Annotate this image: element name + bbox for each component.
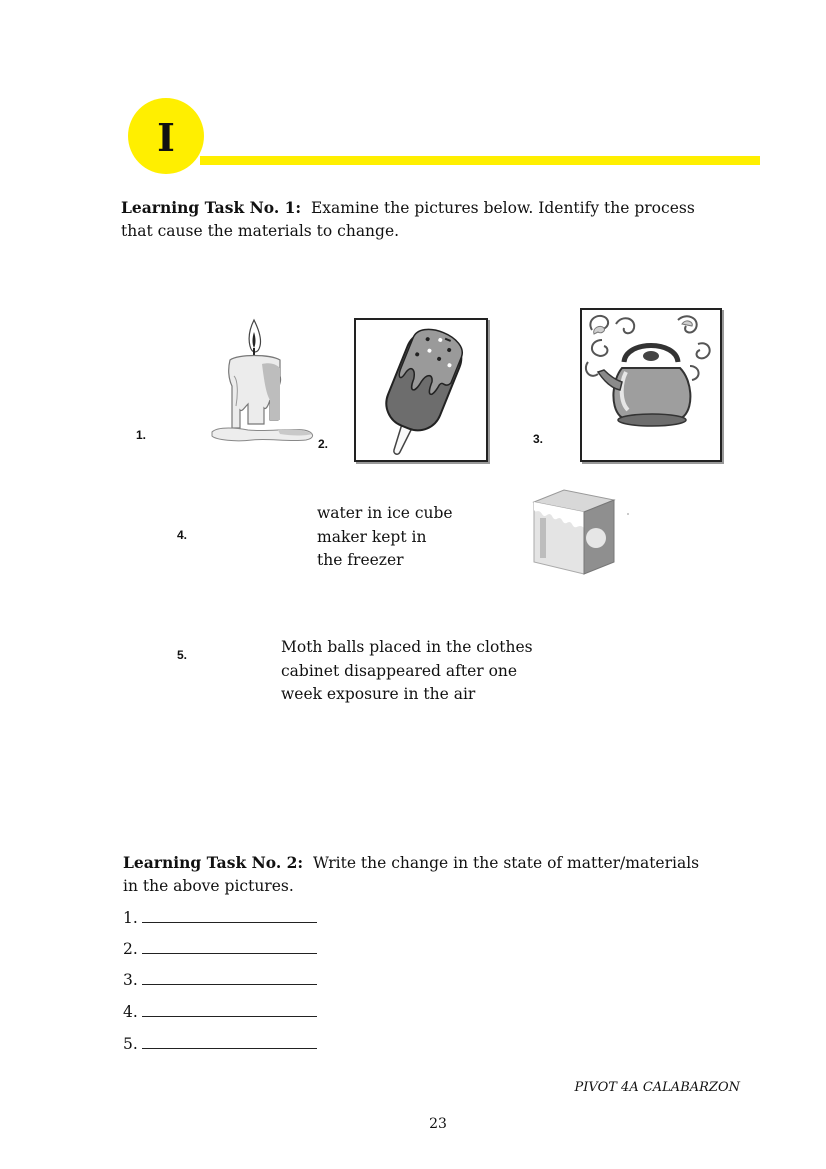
task1-paragraph — [121, 196, 741, 243]
item-1-number: 1. — [136, 428, 147, 442]
answer-blank[interactable] — [142, 939, 317, 954]
task1-text-line2: that cause the materials to change. — [121, 222, 400, 240]
task1-text-line1: Examine the pictures below. Identify the process — [310, 199, 695, 217]
item-5-desc-line: Moth balls placed in the clothes — [281, 638, 533, 656]
task2-title: Learning Task No. 2: — [123, 853, 304, 872]
task2-paragraph — [123, 851, 743, 898]
answer-blank[interactable] — [142, 1034, 317, 1049]
melting-candle-icon — [208, 316, 320, 444]
task2-text-line2: in the above pictures. — [123, 877, 294, 895]
item-5-description — [281, 636, 581, 707]
answer-number: 4. — [123, 1003, 138, 1021]
item-4-number: 4. — [177, 528, 188, 542]
item-5-desc-line: cabinet disappeared after one — [281, 661, 518, 680]
item-4-description — [317, 502, 517, 573]
answer-number: 5. — [123, 1035, 138, 1053]
answer-number: 2. — [123, 940, 138, 958]
item-4-desc-line: maker kept in — [317, 527, 427, 546]
item-3-number: 3. — [533, 432, 544, 446]
steaming-kettle-icon — [582, 310, 720, 460]
answer-line-3 — [123, 970, 317, 990]
answer-line-4 — [123, 1002, 317, 1022]
melting-popsicle-icon — [356, 320, 486, 460]
footer-label: PIVOT 4A CALABARZON — [574, 1080, 740, 1095]
answer-line-1 — [123, 908, 317, 928]
popsicle-frame — [354, 318, 488, 462]
page-number: 23 — [429, 1116, 447, 1132]
task2-text-line1: Write the change in the state of matter/materials — [312, 854, 700, 872]
kettle-frame — [580, 308, 722, 462]
answer-blank[interactable] — [142, 908, 317, 923]
answer-number: 1. — [123, 909, 138, 927]
task1-title: Learning Task No. 1: — [121, 198, 302, 217]
answer-blank[interactable] — [142, 1002, 317, 1017]
answer-line-2 — [123, 939, 317, 959]
answer-blank[interactable] — [142, 970, 317, 985]
section-divider-bar — [200, 156, 760, 165]
item-2-number: 2. — [318, 437, 329, 451]
item-4-desc-line: water in ice cube — [317, 504, 453, 522]
item-5-number: 5. — [177, 648, 188, 662]
ice-cube-icon — [532, 488, 632, 580]
answer-number: 3. — [123, 971, 138, 989]
item-4-desc-line: the freezer — [317, 551, 404, 569]
answer-line-5 — [123, 1034, 317, 1054]
item-5-desc-line: week exposure in the air — [281, 685, 476, 703]
section-letter: I — [157, 115, 175, 160]
